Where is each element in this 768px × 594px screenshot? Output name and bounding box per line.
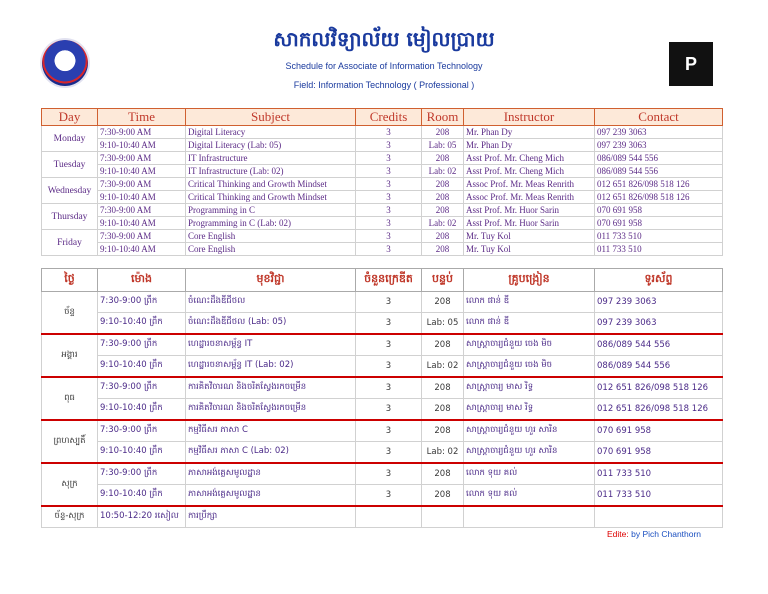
kh-credits-cell: 3 xyxy=(356,463,422,485)
kh-instructor-cell: សាស្ត្រាចារ្យ មាស រិទ្ធ xyxy=(464,377,595,399)
en-contact-cell: 086/089 544 556 xyxy=(595,152,723,165)
en-credits-cell: 3 xyxy=(356,230,422,243)
kh-room-cell: Lab: 02 xyxy=(422,442,464,464)
kh-room-cell: 208 xyxy=(422,292,464,313)
kh-header-credits: ចំនួនក្រេឌីត xyxy=(356,269,422,292)
kh-credits-cell: 3 xyxy=(356,442,422,464)
en-instructor-cell: Asst Prof. Mr. Huor Sarin xyxy=(464,217,595,230)
khmer-schedule-table xyxy=(41,268,723,528)
en-header-room: Room xyxy=(422,109,464,126)
en-contact-cell: 011 733 510 xyxy=(595,243,723,256)
en-header-credits: Credits xyxy=(356,109,422,126)
en-instructor-cell: Mr. Phan Dy xyxy=(464,139,595,152)
table-row xyxy=(42,191,723,204)
kh-footer-credits-cell xyxy=(356,506,422,528)
en-credits-cell: 3 xyxy=(356,126,422,139)
kh-day-cell: ព្រហស្បតិ៍ xyxy=(42,420,98,463)
en-instructor-cell: Assoc Prof. Mr. Meas Renrith xyxy=(464,191,595,204)
kh-contact-cell: 012 651 826/098 518 126 xyxy=(595,399,723,421)
en-room-cell: 208 xyxy=(422,230,464,243)
en-header-instructor: Instructor xyxy=(464,109,595,126)
table-row xyxy=(42,313,723,335)
kh-header-subject: មុខវិជ្ជា xyxy=(186,269,356,292)
kh-time-cell: 9:10-10:40 ព្រឹក xyxy=(98,313,186,335)
en-room-cell: Lab: 02 xyxy=(422,217,464,230)
en-room-cell: 208 xyxy=(422,152,464,165)
kh-subject-cell: ការគិតវិចារណ និងចរិតស្វែងរកចម្រើន xyxy=(186,399,356,421)
kh-contact-cell: 070 691 958 xyxy=(595,420,723,442)
kh-contact-cell: 012 651 826/098 518 126 xyxy=(595,377,723,399)
kh-subject-cell: ចំណេះដឹងឌីជីថល (Lab: 05) xyxy=(186,313,356,335)
en-time-cell: 7:30-9:00 AM xyxy=(98,230,186,243)
en-time-cell: 7:30-9:00 AM xyxy=(98,152,186,165)
kh-instructor-cell: លោក ផាន់ ឌី xyxy=(464,292,595,313)
field-label: Field: Information Technology ( Professional ) xyxy=(293,80,475,90)
en-instructor-cell: Mr. Tuy Kol xyxy=(464,243,595,256)
table-row xyxy=(42,463,723,485)
kh-footer-day-cell: ច័ន្ទ-សុក្រ xyxy=(42,506,98,528)
en-subject-cell: Digital Literacy xyxy=(186,126,356,139)
en-credits-cell: 3 xyxy=(356,243,422,256)
kh-day-cell: ច័ន្ទ xyxy=(42,292,98,335)
en-header-time: Time xyxy=(98,109,186,126)
kh-credits-cell: 3 xyxy=(356,356,422,378)
schedule-subtitle: Schedule for Associate of Information Technology xyxy=(285,61,483,71)
en-instructor-cell: Asst Prof. Mr. Cheng Mich xyxy=(464,152,595,165)
kh-room-cell: 208 xyxy=(422,334,464,356)
kh-subject-cell: កម្មវិធីសរ ភាសា C (Lab: 02) xyxy=(186,442,356,464)
table-row xyxy=(42,126,723,139)
en-time-cell: 9:10-10:40 AM xyxy=(98,139,186,152)
kh-credits-cell: 3 xyxy=(356,292,422,313)
kh-subject-cell: ហេដ្ឋារចនាសម្ព័ន្ធ IT xyxy=(186,334,356,356)
en-room-cell: 208 xyxy=(422,204,464,217)
kh-footer-contact-cell xyxy=(595,506,723,528)
table-row xyxy=(42,230,723,243)
table-row xyxy=(42,356,723,378)
en-room-cell: Lab: 02 xyxy=(422,165,464,178)
en-time-cell: 9:10-10:40 AM xyxy=(98,217,186,230)
kh-time-cell: 7:30-9:00 ព្រឹក xyxy=(98,292,186,313)
en-credits-cell: 3 xyxy=(356,178,422,191)
kh-credits-cell: 3 xyxy=(356,485,422,507)
en-subject-cell: Core English xyxy=(186,230,356,243)
en-subject-cell: IT Infrastructure (Lab: 02) xyxy=(186,165,356,178)
kh-header-day: ថ្ងៃ xyxy=(42,269,98,292)
en-day-cell: Thursday xyxy=(42,204,98,230)
kh-time-cell: 7:30-9:00 ព្រឹក xyxy=(98,334,186,356)
kh-footer-time-cell: 10:50-12:20 រសៀល xyxy=(98,506,186,528)
editor-credit: Edite: by Pich Chanthorn xyxy=(607,529,702,539)
en-time-cell: 7:30-9:00 AM xyxy=(98,126,186,139)
kh-footer-instructor-cell xyxy=(464,506,595,528)
kh-contact-cell: 086/089 544 556 xyxy=(595,356,723,378)
kh-credits-cell: 3 xyxy=(356,399,422,421)
kh-room-cell: 208 xyxy=(422,463,464,485)
en-contact-cell: 086/089 544 556 xyxy=(595,165,723,178)
table-row xyxy=(42,243,723,256)
kh-credits-cell: 3 xyxy=(356,334,422,356)
english-schedule-table xyxy=(41,108,723,256)
kh-subject-cell: កម្មវិធីសរ ភាសា C xyxy=(186,420,356,442)
kh-instructor-cell: លោក ទុយ គល់ xyxy=(464,463,595,485)
kh-room-cell: 208 xyxy=(422,399,464,421)
kh-subject-cell: ចំណេះដឹងឌីជីថល xyxy=(186,292,356,313)
en-room-cell: 208 xyxy=(422,126,464,139)
en-credits-cell: 3 xyxy=(356,204,422,217)
table-row xyxy=(42,399,723,421)
en-credits-cell: 3 xyxy=(356,152,422,165)
kh-header-time: ម៉ោង xyxy=(98,269,186,292)
kh-contact-cell: 097 239 3063 xyxy=(595,313,723,335)
en-time-cell: 9:10-10:40 AM xyxy=(98,191,186,204)
table-row xyxy=(42,217,723,230)
kh-contact-cell: 086/089 544 556 xyxy=(595,334,723,356)
kh-instructor-cell: សាស្ត្រាចារ្យជំនួយ ចេង មិច xyxy=(464,356,595,378)
kh-credits-cell: 3 xyxy=(356,377,422,399)
kh-instructor-cell: សាស្ត្រាចារ្យជំនួយ ចេង មិច xyxy=(464,334,595,356)
kh-room-cell: 208 xyxy=(422,420,464,442)
kh-contact-cell: 070 691 958 xyxy=(595,442,723,464)
en-time-cell: 7:30-9:00 AM xyxy=(98,204,186,217)
university-title: សាកលវិទ្យាល័យ មៀលប្រាយ xyxy=(273,27,495,51)
en-instructor-cell: Assoc Prof. Mr. Meas Renrith xyxy=(464,178,595,191)
kh-footer-subject-cell: ការប្រឹក្សា xyxy=(186,506,356,528)
kh-instructor-cell: សាស្ត្រាចារ្យជំនួយ ហួរ សារិន xyxy=(464,442,595,464)
kh-time-cell: 7:30-9:00 ព្រឹក xyxy=(98,420,186,442)
kh-day-cell: អង្គារ xyxy=(42,334,98,377)
table-row xyxy=(42,334,723,356)
en-contact-cell: 011 733 510 xyxy=(595,230,723,243)
kh-footer-room-cell xyxy=(422,506,464,528)
kh-room-cell: Lab: 05 xyxy=(422,313,464,335)
en-room-cell: Lab: 05 xyxy=(422,139,464,152)
en-room-cell: 208 xyxy=(422,178,464,191)
table-row xyxy=(42,377,723,399)
en-contact-cell: 097 239 3063 xyxy=(595,126,723,139)
en-credits-cell: 3 xyxy=(356,191,422,204)
en-time-cell: 9:10-10:40 AM xyxy=(98,165,186,178)
en-room-cell: 208 xyxy=(422,243,464,256)
table-row xyxy=(42,204,723,217)
kh-time-cell: 9:10-10:40 ព្រឹក xyxy=(98,356,186,378)
kh-contact-cell: 097 239 3063 xyxy=(595,292,723,313)
kh-instructor-cell: សាស្ត្រាចារ្យជំនួយ ហួរ សារិន xyxy=(464,420,595,442)
kh-subject-cell: ការគិតវិចារណ និងចរិតស្វែងរកចម្រើន xyxy=(186,377,356,399)
kh-credits-cell: 3 xyxy=(356,313,422,335)
en-subject-cell: Critical Thinking and Growth Mindset xyxy=(186,178,356,191)
kh-time-cell: 9:10-10:40 ព្រឹក xyxy=(98,442,186,464)
en-contact-cell: 070 691 958 xyxy=(595,217,723,230)
en-contact-cell: 097 239 3063 xyxy=(595,139,723,152)
en-day-cell: Friday xyxy=(42,230,98,256)
en-subject-cell: Core English xyxy=(186,243,356,256)
kh-time-cell: 7:30-9:00 ព្រឹក xyxy=(98,377,186,399)
en-contact-cell: 070 691 958 xyxy=(595,204,723,217)
en-subject-cell: IT Infrastructure xyxy=(186,152,356,165)
kh-room-cell: Lab: 02 xyxy=(422,356,464,378)
en-header-contact: Contact xyxy=(595,109,723,126)
kh-time-cell: 7:30-9:00 ព្រឹក xyxy=(98,463,186,485)
en-subject-cell: Critical Thinking and Growth Mindset xyxy=(186,191,356,204)
table-row xyxy=(42,292,723,313)
en-instructor-cell: Asst Prof. Mr. Huor Sarin xyxy=(464,204,595,217)
kh-contact-cell: 011 733 510 xyxy=(595,463,723,485)
kh-credits-cell: 3 xyxy=(356,420,422,442)
kh-header-room: បន្ទប់ xyxy=(422,269,464,292)
brand-logo: P xyxy=(669,42,713,86)
en-credits-cell: 3 xyxy=(356,139,422,152)
kh-time-cell: 9:10-10:40 ព្រឹក xyxy=(98,399,186,421)
en-subject-cell: Programming in C (Lab: 02) xyxy=(186,217,356,230)
en-header-day: Day xyxy=(42,109,98,126)
table-row xyxy=(42,506,723,528)
table-row xyxy=(42,442,723,464)
table-row xyxy=(42,165,723,178)
table-row xyxy=(42,485,723,507)
kh-day-cell: ពុធ xyxy=(42,377,98,420)
en-room-cell: 208 xyxy=(422,191,464,204)
kh-subject-cell: ភាសាអង់គ្លេសមូលដ្ឋាន xyxy=(186,485,356,507)
kh-subject-cell: ភាសាអង់គ្លេសមូលដ្ឋាន xyxy=(186,463,356,485)
en-instructor-cell: Mr. Phan Dy xyxy=(464,126,595,139)
kh-instructor-cell: លោក ទុយ គល់ xyxy=(464,485,595,507)
kh-day-cell: សុក្រ xyxy=(42,463,98,506)
en-time-cell: 7:30-9:00 AM xyxy=(98,178,186,191)
en-subject-cell: Programming in C xyxy=(186,204,356,217)
en-day-cell: Monday xyxy=(42,126,98,152)
table-row xyxy=(42,152,723,165)
en-credits-cell: 3 xyxy=(356,165,422,178)
en-instructor-cell: Mr. Tuy Kol xyxy=(464,230,595,243)
kh-contact-cell: 011 733 510 xyxy=(595,485,723,507)
kh-instructor-cell: លោក ផាន់ ឌី xyxy=(464,313,595,335)
kh-time-cell: 9:10-10:40 ព្រឹក xyxy=(98,485,186,507)
kh-instructor-cell: សាស្ត្រាចារ្យ មាស រិទ្ធ xyxy=(464,399,595,421)
table-row xyxy=(42,139,723,152)
en-contact-cell: 012 651 826/098 518 126 xyxy=(595,191,723,204)
en-credits-cell: 3 xyxy=(356,217,422,230)
en-header-subject: Subject xyxy=(186,109,356,126)
kh-header-contact: ទូរស័ព្ទ xyxy=(595,269,723,292)
table-row xyxy=(42,420,723,442)
table-row xyxy=(42,178,723,191)
en-instructor-cell: Asst Prof. Mr. Cheng Mich xyxy=(464,165,595,178)
en-contact-cell: 012 651 826/098 518 126 xyxy=(595,178,723,191)
en-subject-cell: Digital Literacy (Lab: 05) xyxy=(186,139,356,152)
en-day-cell: Wednesday xyxy=(42,178,98,204)
kh-subject-cell: ហេដ្ឋារចនាសម្ព័ន្ធ IT (Lab: 02) xyxy=(186,356,356,378)
en-day-cell: Tuesday xyxy=(42,152,98,178)
kh-header-instructor: គ្រូបង្រៀន xyxy=(464,269,595,292)
kh-room-cell: 208 xyxy=(422,377,464,399)
kh-room-cell: 208 xyxy=(422,485,464,507)
en-time-cell: 9:10-10:40 AM xyxy=(98,243,186,256)
